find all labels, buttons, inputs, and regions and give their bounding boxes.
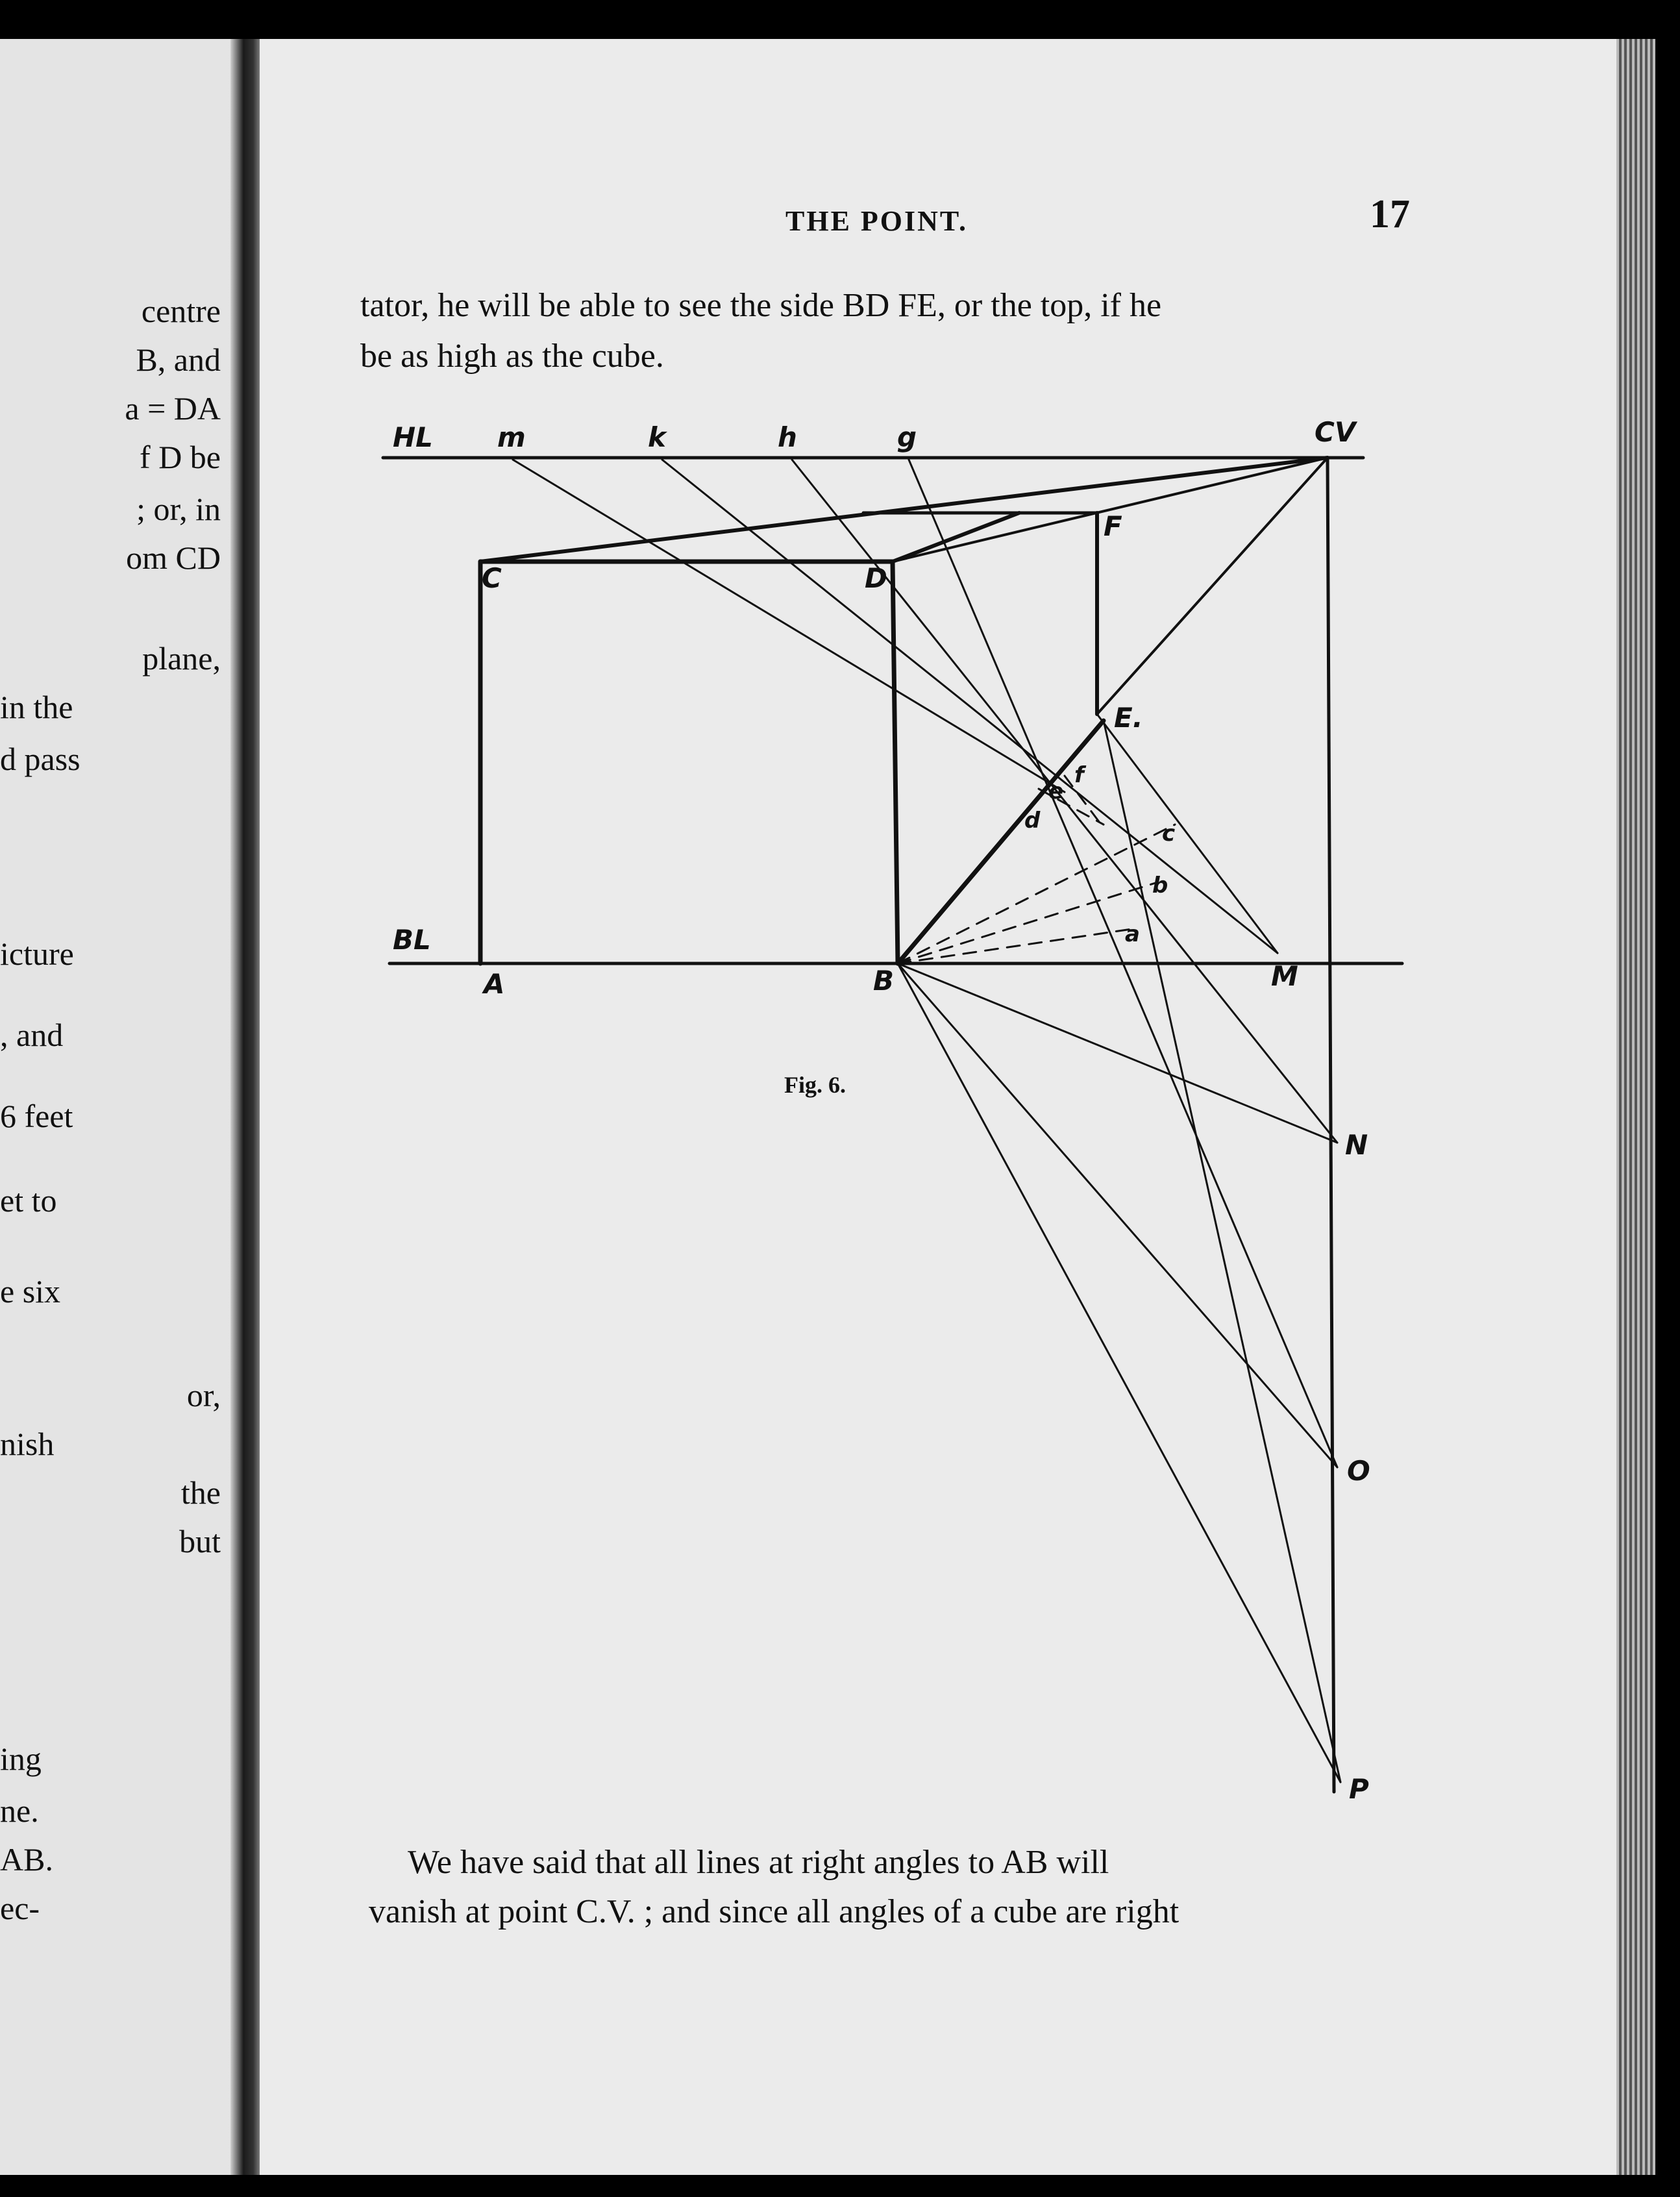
label-HL: HL <box>393 421 433 453</box>
dash-e-f <box>1065 776 1104 828</box>
left-line: d pass <box>0 741 80 777</box>
label-CV: CV <box>1315 416 1356 448</box>
cube-edge-C-CV <box>480 458 1328 562</box>
label-f: f <box>1074 762 1084 788</box>
left-line: ing <box>0 1741 42 1777</box>
left-line: or, <box>186 1377 221 1413</box>
dash-B-b <box>898 883 1155 963</box>
line-E-CV <box>1097 458 1328 714</box>
left-line: et to <box>0 1182 57 1219</box>
label-M: M <box>1271 960 1298 992</box>
text-line: tator, he will be able to see the side BD FE, or the top, if he <box>360 287 1162 324</box>
left-line: icture <box>0 936 74 972</box>
label-N: N <box>1345 1129 1368 1161</box>
left-line: f D be <box>140 439 221 475</box>
label-k: k <box>648 421 666 453</box>
label-A: A <box>484 968 505 1000</box>
left-line: B, and <box>136 341 221 378</box>
line-B-P <box>898 963 1340 1782</box>
line-E-M <box>1097 714 1278 953</box>
paragraph-bottom-2 <box>369 1887 1179 1937</box>
label-h: h <box>778 421 797 453</box>
label-m: m <box>497 421 526 453</box>
text-line: be as high as the cube. <box>360 338 664 375</box>
line-CV-P <box>1328 458 1334 1792</box>
label-E: E. <box>1114 702 1143 734</box>
left-line: ; or, in <box>136 491 221 527</box>
label-b: b <box>1152 873 1168 899</box>
label-c: c <box>1162 821 1176 847</box>
left-line: but <box>179 1523 221 1559</box>
figure-caption: Fig. 6. <box>784 1072 846 1098</box>
left-line: ne. <box>0 1793 39 1829</box>
line-D-CV <box>893 458 1328 562</box>
left-line: e six <box>0 1273 61 1310</box>
text-line: vanish at point C.V. ; and since all angles of a cube are right <box>369 1893 1180 1930</box>
diagonal-BE <box>898 721 1104 963</box>
left-line: in the <box>0 689 73 725</box>
line-B-O <box>898 963 1337 1467</box>
left-line: , and <box>0 1017 64 1053</box>
label-e: e <box>1048 778 1064 804</box>
cube-edge-DF <box>893 513 1019 562</box>
dash-B-a <box>898 928 1136 963</box>
text-line: We have said that all lines at right angles to AB will <box>408 1844 1109 1881</box>
label-g: g <box>897 421 917 453</box>
label-a: a <box>1125 921 1140 947</box>
line-m <box>513 460 1065 792</box>
label-BL: BL <box>393 924 431 956</box>
left-line: plane, <box>142 640 221 676</box>
left-line: centre <box>141 293 221 329</box>
paragraph-bottom <box>408 1837 1109 1888</box>
left-line: 6 feet <box>0 1098 73 1134</box>
label-C: C <box>482 562 502 594</box>
left-line: AB. <box>0 1841 53 1878</box>
page-number: 17 <box>1370 192 1410 236</box>
label-d: d <box>1024 808 1041 834</box>
label-O: O <box>1347 1455 1370 1487</box>
label-P: P <box>1349 1773 1369 1805</box>
left-line: a = DA <box>125 390 221 427</box>
running-head: THE POINT. <box>785 205 969 237</box>
left-line: om CD <box>126 540 221 576</box>
left-line: ec- <box>0 1890 40 1926</box>
cube-edge-DB <box>893 562 898 963</box>
left-line: the <box>180 1474 221 1511</box>
label-B: B <box>873 965 895 997</box>
left-line: nish <box>0 1426 55 1462</box>
label-D: D <box>865 562 887 594</box>
label-F: F <box>1104 510 1122 542</box>
